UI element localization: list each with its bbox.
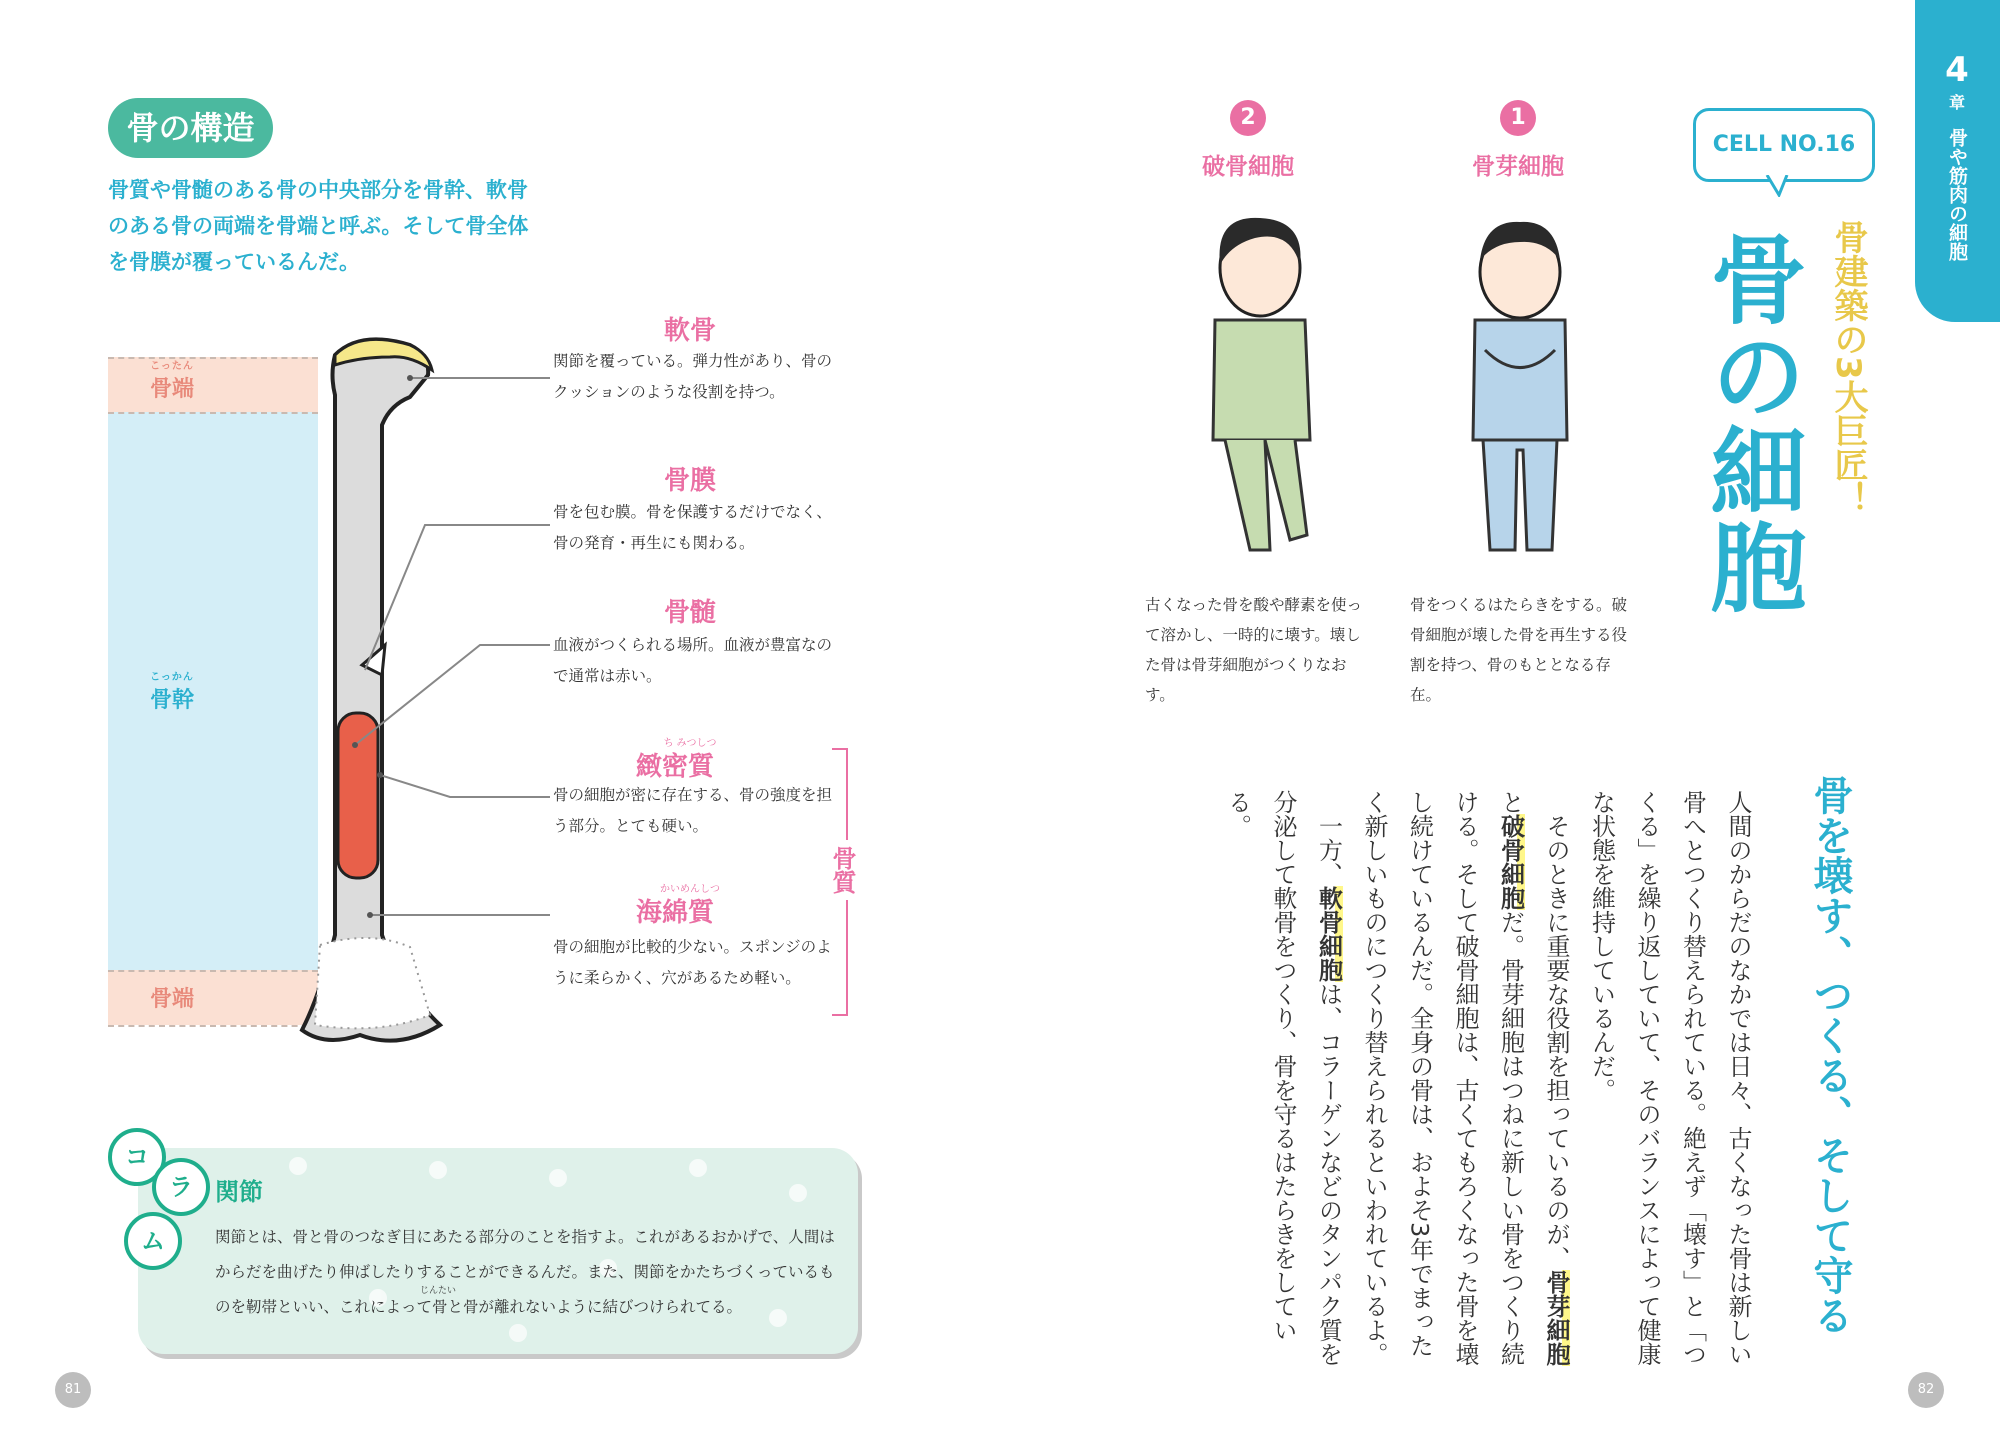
osteoblast-character: [1455, 210, 1585, 560]
zone-divider: [108, 357, 318, 359]
cell-desc-osteoblast: 骨をつくるはたらきをする。破骨細胞が壊した骨を再生する役割を持つ、骨のもととなる存在。: [1410, 596, 1628, 704]
part-title-cartilage: 軟骨: [663, 316, 716, 346]
part-title-compact-bone: 緻密質: [635, 752, 714, 782]
zone-label-epiphysis-top: こったん 骨端: [150, 361, 195, 402]
cell-number-1: 1: [1500, 100, 1536, 136]
column-title: 関節: [215, 1178, 263, 1206]
column-body: 関節とは、骨と骨のつなぎ目にあたる部分のことを指すよ。これがあるおかげで、人間はからだを曲げたり伸ばしたりすることができるんだ。また、関節をかたちづくっているものを靭帯といい、これによって骨と骨が離れないように結びつけられてる。: [215, 1228, 835, 1316]
page-number-right: 82: [1908, 1372, 1944, 1408]
cell-name-osteoclast: 破骨細胞: [1202, 154, 1294, 180]
part-title-spongy-bone: 海綿質: [635, 898, 714, 928]
part-title-marrow: 骨髄: [663, 598, 716, 628]
term-osteoblast: 骨芽細胞: [1542, 1270, 1570, 1366]
zone-epiphysis-bottom: [108, 970, 318, 1025]
page-number-left: 81: [55, 1372, 91, 1408]
cell-number-2: 2: [1230, 100, 1266, 136]
column-badge-ra: ラ: [152, 1158, 210, 1216]
zone-divider: [108, 970, 318, 972]
part-title-periosteum: 骨膜: [663, 466, 716, 496]
intro-text: 骨質や骨髄のある骨の中央部分を骨幹、軟骨のある骨の両端を骨端と呼ぶ。そして骨全体を骨膜が覆っているんだ。: [108, 178, 529, 274]
zone-divider: [108, 412, 318, 414]
part-desc-cartilage: 関節を覆っている。弾力性があり、骨のクッションのような役割を持つ。: [553, 352, 833, 401]
part-desc-marrow: 血液がつくられる場所。血液が豊富なので通常は赤い。: [553, 636, 833, 685]
term-chondrocyte: 軟骨細胞: [1314, 886, 1343, 982]
column-ruby: じんたい: [420, 1286, 457, 1296]
part-desc-compact-bone: 骨の細胞が密に存在する、骨の強度を担う部分。とても硬い。: [553, 786, 833, 835]
zone-divider: [108, 1025, 318, 1027]
leader-lines: [300, 360, 560, 940]
column-badge-ko: コ: [108, 1128, 166, 1186]
part-desc-periosteum: 骨を包む膜。骨を保護するだけでなく、骨の発育・再生にも関わる。: [553, 503, 832, 552]
main-title: 骨の細胞: [1695, 230, 1807, 614]
term-osteoclast: 破骨細胞: [1496, 814, 1525, 910]
subtitle: 骨建築の3大巨匠！: [1828, 220, 1868, 516]
part-ruby-spongy: かいめんしつ: [660, 884, 720, 895]
cell-number-tag: CELL NO.16: [1693, 108, 1875, 182]
section-title: 骨の構造: [108, 98, 273, 158]
column-badge-mu: ム: [124, 1212, 182, 1270]
cell-desc-osteoclast: 古くなった骨を酸や酵素を使って溶かし、一時的に壊す。壊した骨は骨芽細胞がつくりなおす。: [1145, 596, 1363, 704]
bone-matrix-label: 骨質: [820, 840, 860, 900]
part-ruby-compact: ち みつしつ: [663, 738, 717, 749]
zone-diaphysis: [108, 412, 318, 970]
zone-label-diaphysis: こっかん 骨幹: [150, 672, 195, 713]
zone-label-epiphysis-bottom: 骨端: [150, 987, 195, 1012]
zone-epiphysis-top: [108, 357, 318, 412]
chapter-number: 4 章: [1945, 50, 1969, 112]
chapter-title: 骨や筋肉の細胞: [1946, 128, 1968, 261]
body-text: 人間のからだのなかでは日々、古くなった骨は新しい骨へとつくり替えられている。絶えず「壊す」と「つくる」を繰り返していて、そのバランスによって健康な状態を維持しているんだ。 そのときに重要な役割を担っているのが、骨芽細胞と破骨細胞だ。骨芽細胞はつねに新しい骨をつくり続ける。そして破骨細胞は、古くてもろくなった骨を壊し続けているんだ。全身の骨は、およそ3年でまったく新しいものにつくり替えられるといわれているよ。 一方、軟骨細胞は、コラーゲンなどのタンパク質を分泌して軟骨をつくり、骨を守るはたらきをしている。: [1223, 790, 1752, 1366]
cell-name-osteoblast: 骨芽細胞: [1472, 154, 1564, 180]
osteoclast-character: [1195, 210, 1325, 560]
part-desc-spongy-bone: 骨の細胞が比較的少ない。スポンジのように柔らかく、穴があるため軽い。: [553, 938, 832, 987]
section-heading: 骨を壊す、つくる、そして守る: [1807, 775, 1853, 1335]
speech-bubble-tail: [1765, 175, 1795, 197]
